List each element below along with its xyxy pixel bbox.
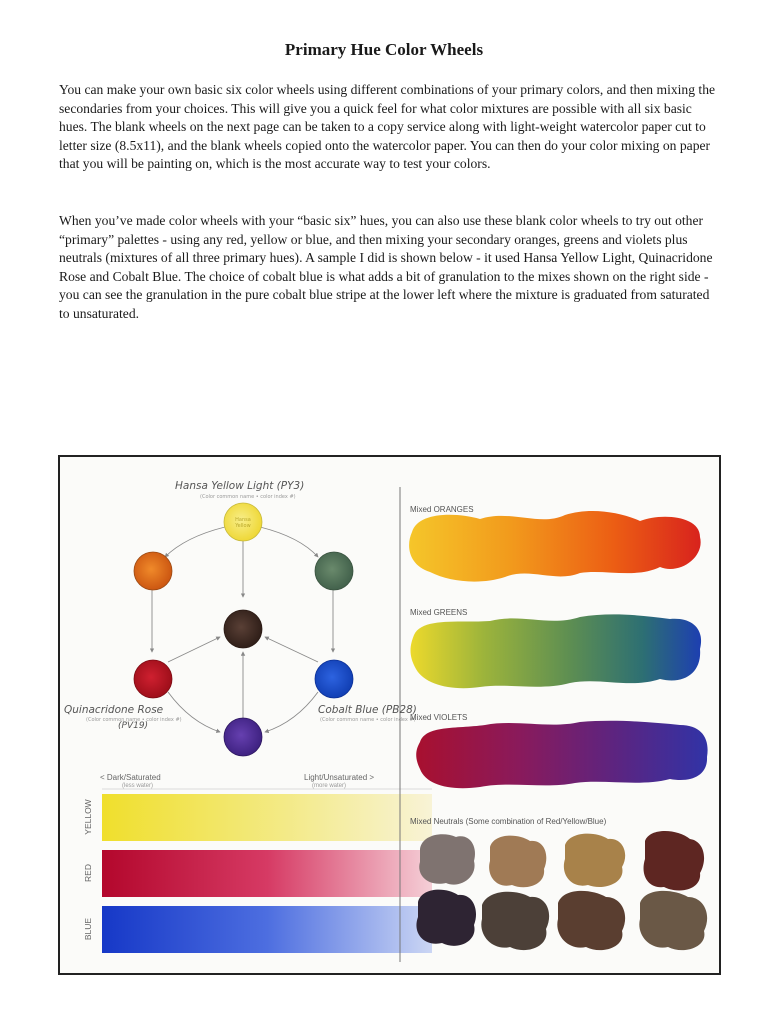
mixed-neutrals-swatches — [416, 831, 707, 950]
mixed-neutrals-label: Mixed Neutrals (Some combination of Red/Yellow/Blue) — [410, 817, 607, 826]
stripe-label-yellow: YELLOW — [83, 799, 93, 835]
page-title: Primary Hue Color Wheels — [284, 40, 484, 59]
less-water-label: (less water) — [122, 783, 154, 789]
stripe-label-blue: BLUE — [83, 917, 93, 941]
red-value-stripe — [102, 850, 432, 897]
blue-swatch — [315, 660, 353, 698]
mixed-oranges-swatch — [409, 511, 701, 582]
paragraph-intro: You can make your own basic six color wheels using different combinations of your primary colors, and then mixing the secondaries from your choices. This will give you a quick feel for what color mixtures are possible with all six basic hues. The blank wheels on the next page can be taken to a copy service along with light-weight watercolor paper cut to letter size (8.5x11), and the blank wheels copied onto the watercolor paper. You can then do your color mixing on paper that you will be painting on, which is the most accurate way to test your colors. — [59, 82, 716, 172]
figure-artwork — [60, 457, 721, 975]
yellow-pigment-label: Hansa Yellow Light (PY3) — [175, 480, 305, 492]
mixed-oranges-label: Mixed ORANGES — [410, 505, 474, 514]
yellow-pigment-sublabel: (Color common name • color index #) — [200, 494, 296, 500]
yellow-swatch-label: Hansa Yellow — [235, 517, 251, 529]
neutral-swatch — [224, 610, 262, 648]
dark-saturated-label: < Dark/Saturated — [100, 773, 161, 782]
green-swatch — [315, 552, 353, 590]
light-unsaturated-label: Light/Unsaturated > — [304, 773, 375, 782]
red-pigment-label: Quinacridone Rose — [64, 704, 164, 716]
stripe-label-red: RED — [83, 864, 93, 882]
blue-pigment-label: Cobalt Blue (PB28) — [318, 704, 417, 716]
mixed-violets-label: Mixed VIOLETS — [410, 713, 468, 722]
red-pigment-code: (PV19) — [118, 721, 149, 731]
blue-pigment-sublabel: (Color common name • color index #) — [320, 717, 416, 723]
blue-value-stripe — [102, 906, 432, 953]
orange-swatch — [134, 552, 172, 590]
more-water-label: (more water) — [312, 783, 347, 789]
violet-swatch — [224, 718, 262, 756]
mixed-greens-swatch — [411, 614, 702, 688]
paragraph-sample: When you’ve made color wheels with your “basic six” hues, you can also use these blank color wheels to try out other “primary” palettes - using any red, yellow or blue, and then mixing your secondary oranges, greens and violets plus neutrals (mixtures of all three primary hues). A sample I did is shown below - it used Hansa Yellow Light, Quinacridone Rose and Cobalt Blue. The choice of cobalt blue is what adds a bit of granulation to the mixes shown on the right side - you can see the granulation in the pure cobalt blue stripe at the lower left where the mixture is graduated from saturated to unsaturated. — [59, 213, 713, 321]
mixed-violets-swatch — [416, 721, 707, 788]
mixed-greens-label: Mixed GREENS — [410, 608, 468, 617]
red-pigment-sublabel: (Color common name • color index #) — [86, 717, 182, 723]
red-swatch — [134, 660, 172, 698]
yellow-value-stripe — [102, 794, 432, 841]
watercolor-sample-figure — [58, 455, 721, 975]
